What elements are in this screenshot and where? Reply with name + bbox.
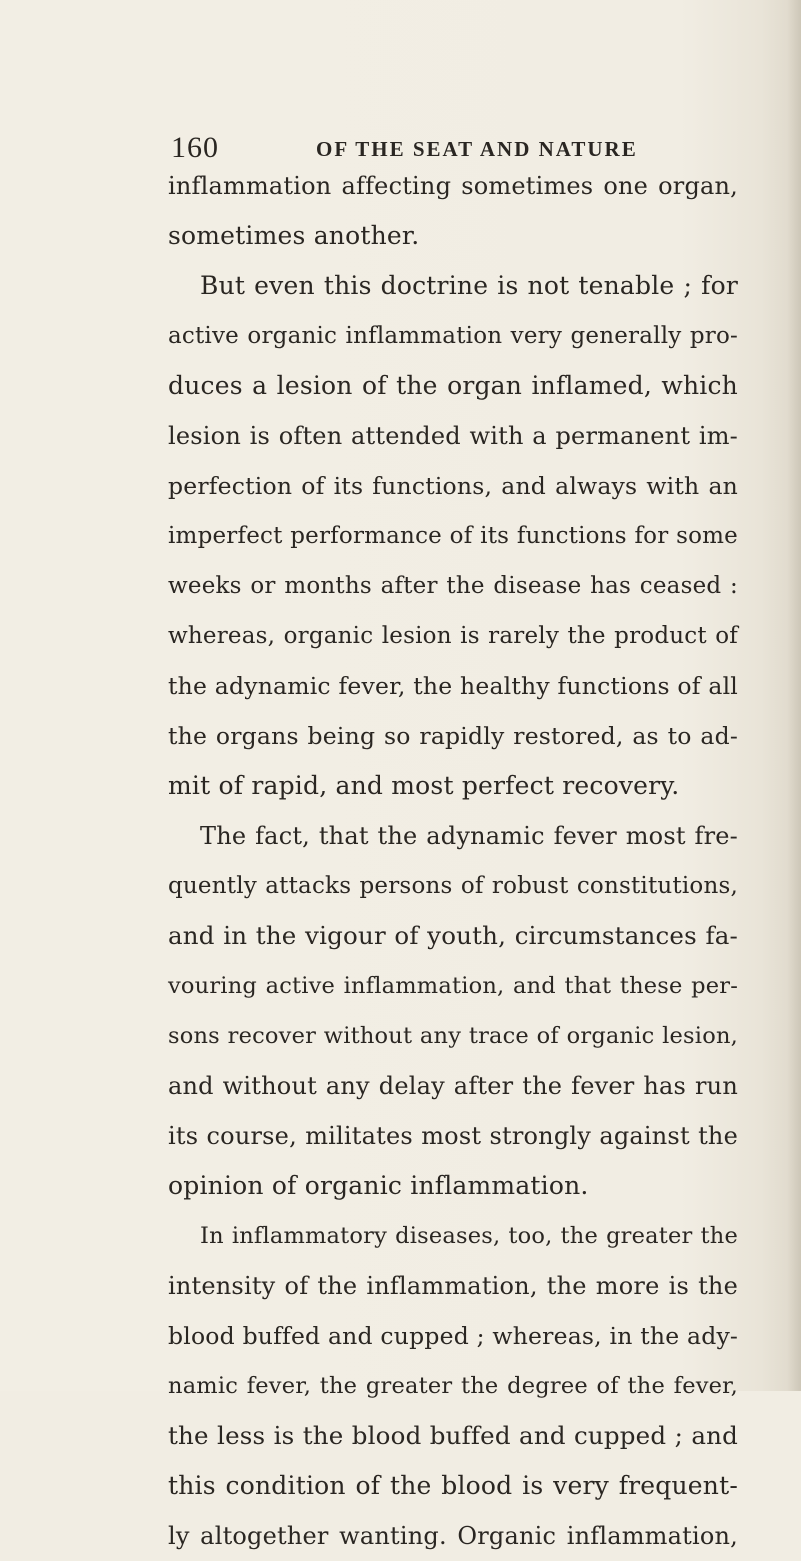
page-edge-shadow bbox=[787, 0, 801, 1391]
text-line: inflammation affecting sometimes one organ, bbox=[168, 172, 738, 200]
text-line: duces a lesion of the organ inflamed, which bbox=[168, 371, 738, 400]
text-line: sons recover without any trace of organic lesion, bbox=[168, 1023, 738, 1049]
text-line: ly altogether wanting. Organic inflammation, bbox=[168, 1522, 738, 1550]
page-number: 160 bbox=[171, 131, 219, 164]
text-line: mit of rapid, and most perfect recovery. bbox=[168, 771, 680, 800]
text-line: and in the vigour of youth, circumstances fa- bbox=[168, 921, 738, 950]
text-line: the organs being so rapidly restored, as to ad- bbox=[168, 722, 738, 750]
text-line: quently attacks persons of robust constitutions, bbox=[168, 873, 738, 899]
text-line: blood buffed and cupped ; whereas, in the ady- bbox=[168, 1322, 739, 1350]
text-line: The fact, that the adynamic fever most fre- bbox=[200, 822, 738, 850]
text-line: this condition of the blood is very frequent- bbox=[168, 1471, 738, 1500]
text-line: and without any delay after the fever has run bbox=[168, 1072, 738, 1100]
text-line: imperfect performance of its functions for some bbox=[168, 523, 738, 549]
text-line: In inflammatory diseases, too, the greater the bbox=[200, 1223, 738, 1249]
text-line: lesion is often attended with a permanent im- bbox=[168, 422, 738, 450]
text-line: intensity of the inflammation, the more is the bbox=[168, 1272, 738, 1300]
text-line: whereas, organic lesion is rarely the product of bbox=[168, 623, 738, 649]
text-line: its course, militates most strongly against the bbox=[168, 1122, 738, 1150]
text-line: vouring active inflammation, and that these per- bbox=[168, 973, 738, 999]
text-line: weeks or months after the disease has ceased : bbox=[168, 573, 738, 599]
text-line: But even this doctrine is not tenable ; for bbox=[200, 271, 738, 300]
text-line: the adynamic fever, the healthy functions of all bbox=[168, 672, 738, 700]
text-line: active organic inflammation very generally pro- bbox=[168, 323, 738, 349]
text-line: opinion of organic inflammation. bbox=[168, 1171, 589, 1200]
text-line: sometimes another. bbox=[168, 221, 420, 250]
text-line: namic fever, the greater the degree of the fever, bbox=[168, 1373, 738, 1399]
running-title: OF THE SEAT AND NATURE bbox=[316, 137, 638, 161]
text-line: the less is the blood buffed and cupped ; and bbox=[168, 1421, 738, 1450]
body-text bbox=[168, 161, 738, 1561]
text-line: perfection of its functions, and always with an bbox=[168, 472, 738, 500]
